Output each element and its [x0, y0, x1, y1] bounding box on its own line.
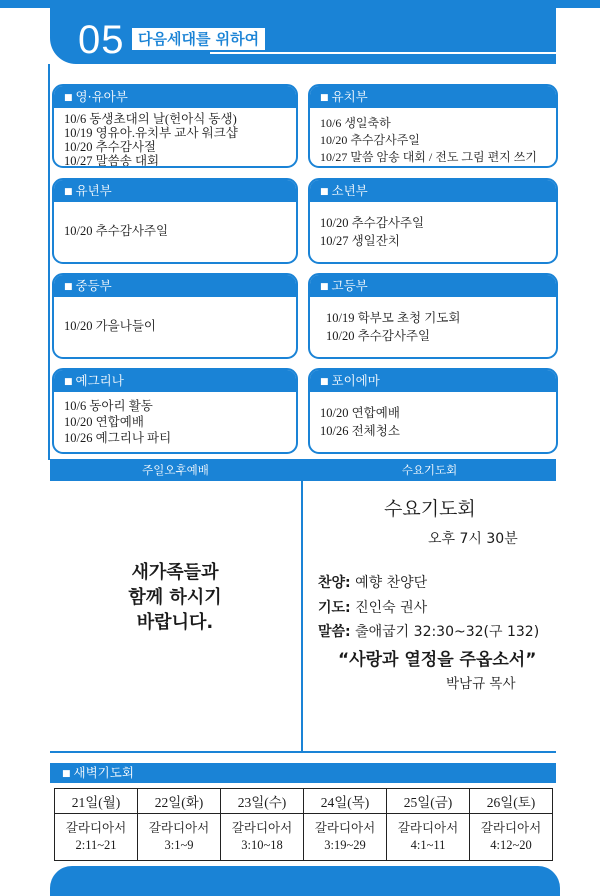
reading-cell [304, 814, 387, 861]
date-cell: 23일(수) [221, 789, 304, 814]
dept-box-elementary-senior [308, 178, 558, 264]
dept-events [310, 108, 556, 166]
book: 갈라디아서 [148, 821, 210, 835]
verse: 4:12~20 [490, 838, 532, 852]
dept-events [54, 202, 296, 262]
event-item: 10/19 영유아.유치부 교사 워크샵 [64, 126, 238, 140]
prayer-value: 진인숙 권사 [355, 600, 428, 616]
dept-header [310, 86, 556, 108]
dawn-prayer-table [54, 788, 553, 861]
praise-label: 찬양: [318, 575, 351, 591]
square-bullet-icon: ■ [320, 282, 329, 292]
book: 갈라디아서 [397, 821, 459, 835]
table-row [55, 789, 553, 814]
event-item: 10/20 추수감사주일 [320, 216, 425, 230]
prayer-line [318, 597, 427, 617]
square-bullet-icon: ■ [64, 187, 73, 197]
dawn-prayer-header [50, 763, 556, 783]
square-bullet-icon: ■ [64, 93, 73, 103]
event-item: 10/6 동아리 활동 [64, 399, 153, 413]
praise-value: 예향 찬양단 [355, 575, 428, 591]
dept-box-yegrina [52, 368, 298, 454]
message-line: 새가족들과 [131, 562, 219, 583]
book: 갈라디아서 [65, 821, 127, 835]
date-cell: 22일(화) [138, 789, 221, 814]
dept-box-poiema [308, 368, 558, 454]
dept-events [310, 202, 556, 262]
verse: 2:11~21 [75, 838, 117, 852]
square-bullet-icon: ■ [320, 187, 329, 197]
dept-events [54, 297, 296, 357]
dept-header [54, 180, 296, 202]
footer-band [50, 866, 560, 896]
section-number: 05 [78, 18, 125, 62]
date-cell: 26일(토) [470, 789, 553, 814]
dept-name: 영·유아부 [75, 89, 128, 104]
event-item: 10/20 연합예배 [320, 406, 400, 420]
event-item: 10/6 동생초대의 날(헌아식 동생) [64, 112, 237, 126]
reading-cell [221, 814, 304, 861]
event-item: 10/27 생일잔치 [320, 234, 400, 248]
dept-box-middle-school [52, 273, 298, 359]
dept-header [54, 275, 296, 297]
square-bullet-icon: ■ [64, 377, 73, 387]
dept-header [54, 370, 296, 392]
event-item: 10/20 연합예배 [64, 415, 144, 429]
dept-events [54, 108, 296, 168]
square-bullet-icon: ■ [64, 282, 73, 292]
wednesday-prayer-header: 수요기도회 [401, 463, 458, 477]
scripture-line [318, 621, 539, 641]
dept-header [310, 275, 556, 297]
event-item: 10/26 전체청소 [320, 424, 400, 438]
date-cell: 21일(월) [55, 789, 138, 814]
verse: 3:10~18 [241, 838, 283, 852]
header-banner [50, 0, 556, 64]
reading-cell [470, 814, 553, 861]
dept-header [310, 370, 556, 392]
dept-box-infant [52, 84, 298, 168]
dept-events [310, 392, 556, 452]
side-rule [48, 64, 50, 460]
reading-cell [387, 814, 470, 861]
reading-cell [138, 814, 221, 861]
event-item: 10/27 말씀 암송 대회 / 전도 그림 편지 쓰기 [320, 150, 537, 164]
event-item: 10/20 추수감사주일 [326, 329, 431, 343]
verse: 3:1~9 [164, 838, 194, 852]
square-bullet-icon: ■ [62, 769, 71, 779]
dept-name: 중등부 [75, 278, 112, 293]
section-title: 다음세대를 위하여 [132, 28, 265, 50]
dept-name: 소년부 [331, 183, 368, 198]
dept-events [310, 297, 556, 357]
worship-divider [301, 459, 303, 753]
reading-cell [55, 814, 138, 861]
event-item: 10/19 학부모 초청 기도회 [326, 311, 461, 325]
dept-header [310, 180, 556, 202]
event-item: 10/27 말씀송 대회 [64, 154, 160, 168]
date-cell: 25일(금) [387, 789, 470, 814]
book: 갈라디아서 [480, 821, 542, 835]
dept-box-high-school [308, 273, 558, 359]
dept-name: 예그리나 [75, 373, 124, 388]
event-item: 10/6 생일축하 [320, 116, 391, 130]
preacher: 박남규 목사 [446, 676, 516, 692]
dept-header [54, 86, 296, 108]
sermon-title: “사랑과 열정을 주옵소서” [338, 650, 537, 670]
dept-box-elementary-junior [52, 178, 298, 264]
scripture-label: 말씀: [318, 624, 351, 640]
dept-events [54, 392, 296, 446]
dept-name: 고등부 [331, 278, 368, 293]
event-item: 10/20 추수감사주일 [64, 224, 169, 239]
sunday-afternoon-message [100, 560, 250, 635]
dept-name: 포이에마 [331, 373, 380, 388]
dept-box-kindergarten [308, 84, 558, 168]
event-item: 10/20 추수감사주일 [320, 133, 420, 147]
table-row [55, 814, 553, 861]
event-item: 10/20 가을나들이 [64, 319, 156, 334]
scripture-value: 출애굽기 32:30~32(구 132) [355, 624, 540, 640]
event-item: 10/20 추수감사절 [64, 140, 156, 154]
message-line: 바랍니다. [136, 612, 214, 633]
dept-name: 유년부 [75, 183, 112, 198]
worship-bottom-rule [50, 751, 556, 753]
header-divider [210, 52, 556, 54]
book: 갈라디아서 [314, 821, 376, 835]
prayer-label: 기도: [318, 600, 351, 616]
book: 갈라디아서 [231, 821, 293, 835]
message-line: 함께 하시기 [128, 587, 222, 608]
dept-name: 유치부 [331, 89, 368, 104]
wednesday-title: 수요기도회 [384, 498, 476, 520]
square-bullet-icon: ■ [320, 93, 329, 103]
sunday-afternoon-header: 주일오후예배 [142, 463, 209, 477]
verse: 4:1~11 [410, 838, 446, 852]
praise-line [318, 572, 427, 592]
square-bullet-icon: ■ [320, 377, 329, 387]
event-item: 10/26 예그리나 파티 [64, 431, 172, 445]
date-cell: 24일(목) [304, 789, 387, 814]
wednesday-time: 오후 7시 30분 [428, 531, 518, 547]
dawn-prayer-title: 새벽기도회 [73, 765, 134, 780]
verse: 3:19~29 [324, 838, 366, 852]
